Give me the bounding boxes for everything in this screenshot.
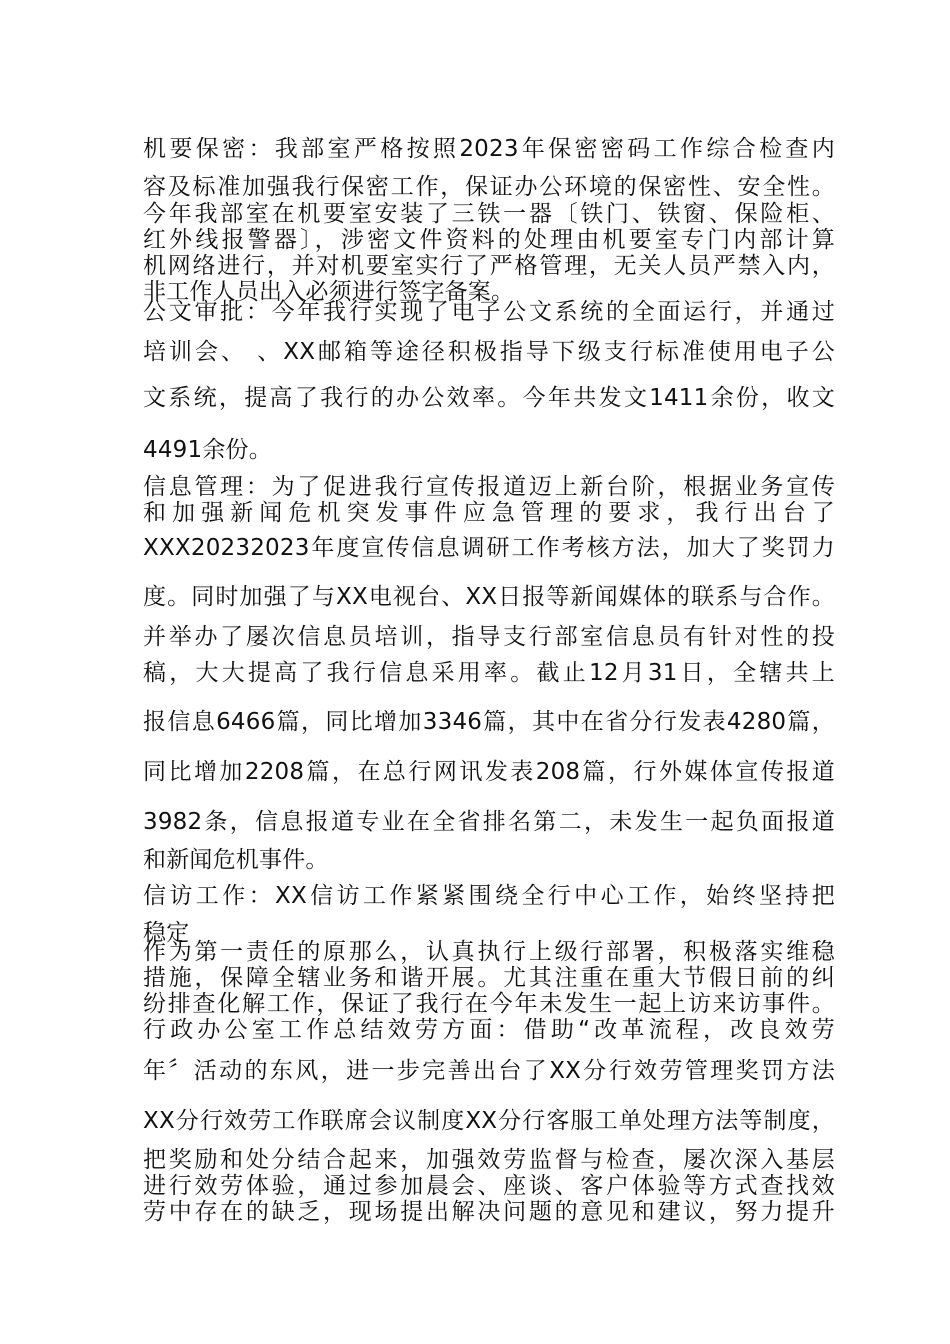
text-line: 同比增加2208篇，在总行网讯发表208篇，行外媒体宣传报道 [143,759,835,785]
text-line: 3982条，信息报道专业在全省排名第二，未发生一起负面报道 [143,809,835,835]
text-line: XX分行效劳工作联席会议制度XX分行客服工单处理方法等制度， [143,1108,835,1134]
text-line: 并举办了屡次信息员培训，指导支行部室信息员有针对性的投 [143,624,835,650]
text-line: 容及标准加强我行保密工作，保证办公环境的保密性、安全性。 [143,174,835,200]
text-line: 年〞活动的东风，进一步完善出台了XX分行效劳管理奖罚方法 [143,1058,835,1084]
text-line: 把奖励和处分结合起来，加强效劳监督与检查，屡次深入基层 [143,1147,835,1173]
text-line: 稿，大大提高了我行信息采用率。截止12月31日，全辖共上 [143,660,835,686]
text-line: 和加强新闻危机突发事件应急管理的要求，我行出台了 [143,500,835,526]
text-line: 劳中存在的缺乏，现场提出解决问题的意见和建议，努力提升 [143,1199,835,1225]
text-line: 纷排查化解工作，保证了我行在今年未发生一起上访来访事件。 [143,991,835,1017]
text-line: 报信息6466篇，同比增加3346篇，其中在省分行发表4280篇， [143,709,835,735]
text-line: 信息管理：为了促进我行宣传报道迈上新台阶，根据业务宣传 [143,474,835,500]
text-line: 4491余份。 [143,437,272,463]
text-line: 进行效劳体验，通过参加晨会、座谈、客户体验等方式查找效 [143,1173,835,1199]
text-line: XXX20232023年度宣传信息调研工作考核方法，加大了奖罚力 [143,535,835,561]
text-line: 机网络进行，并对机要室实行了严格管理，无关人员严禁入内， [143,253,835,279]
text-line: 非工作人员出入必须进行签字备案。 [143,279,515,305]
text-line: 措施，保障全辖业务和谐开展。尤其注重在重大节假日前的纠 [143,965,835,991]
text-line: 信访工作：XX信访工作紧紧围绕全行中心工作，始终坚持把 [143,883,835,909]
text-line: 公文审批：今年我行实现了电子公文系统的全面运行，并通过 [143,299,835,325]
text-line: 作为第一责任的原那么，认真执行上级行部署，积极落实维稳 [143,939,835,965]
text-line: 今年我部室在机要室安装了三铁一器〔铁门、铁窗、保险柜、 [143,201,835,227]
text-line: 行政办公室工作总结效劳方面：借助“改革流程，改良效劳 [143,1017,835,1043]
text-line: 度。同时加强了与XX电视台、XX日报等新闻媒体的联系与合作。 [143,584,835,610]
text-line: 文系统，提高了我行的办公效率。今年共发文1411余份，收文 [143,385,835,411]
text-line: 稳定 [143,920,190,946]
text-line: 机要保密：我部室严格按照2023年保密密码工作综合检查内 [143,136,835,162]
text-line: 红外线报警器〕，涉密文件资料的处理由机要室专门内部计算 [143,227,835,253]
text-line: 培训会、 、XX邮箱等途径积极指导下级支行标准使用电子公 [143,339,835,365]
text-line: 和新闻危机事件。 [143,847,329,873]
